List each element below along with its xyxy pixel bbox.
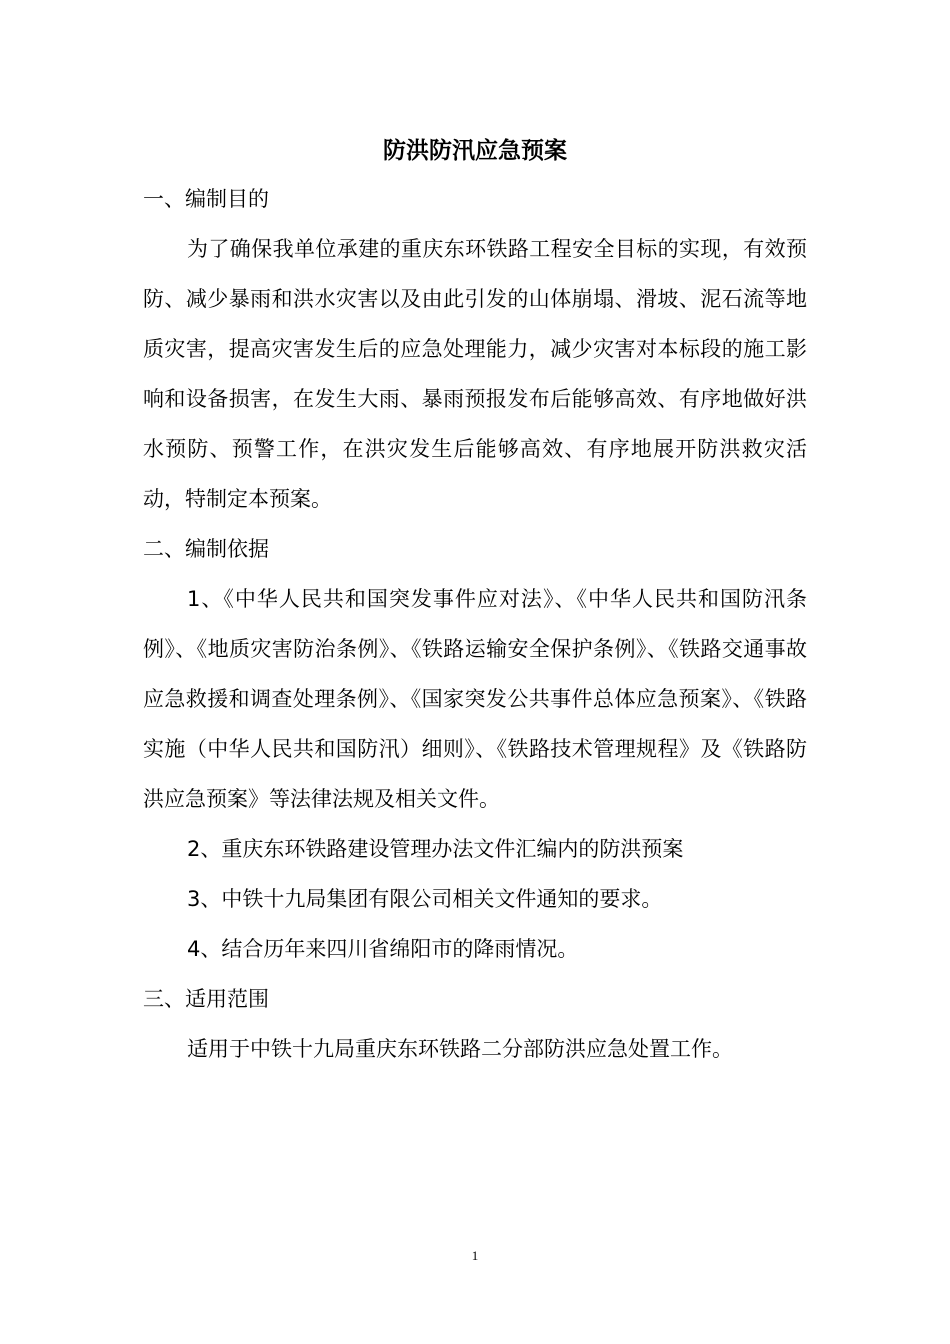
page-number: 1	[471, 1248, 479, 1263]
section-scope	[143, 974, 807, 1074]
document-title: 防洪防汛应急预案	[383, 138, 567, 164]
document-body	[143, 128, 807, 1074]
section-heading: 二、编制依据	[143, 537, 269, 561]
section-paragraph: 3、中铁十九局集团有限公司相关文件通知的要求。	[187, 887, 663, 911]
section-heading: 一、编制目的	[143, 187, 269, 211]
section-paragraph: 2、重庆东环铁路建设管理办法文件汇编内的防洪预案	[187, 837, 684, 861]
section-paragraph: 为了确保我单位承建的重庆东环铁路工程安全目标的实现，有效预防、减少暴雨和洪水灾害以及由此引发的山体崩塌、滑坡、泥石流等地质灾害，提高灾害发生后的应急处理能力，减少灾害对本标段的施工影响和设备损害，在发生大雨、暴雨预报发布后能够高效、有序地做好洪水预防、预警工作，在洪灾发生后能够高效、有序地展开防洪救灾活动，特制定本预案。	[143, 237, 807, 511]
section-paragraph: 1、《中华人民共和国突发事件应对法》、《中华人民共和国防汛条例》、《地质灾害防治条例》、《铁路运输安全保护条例》、《铁路交通事故应急救援和调查处理条例》、《国家突发公共事件总体应急预案》、《铁路实施（中华人民共和国防汛）细则》、《铁路技术管理规程》及《铁路防洪应急预案》等法律法规及相关文件。	[143, 587, 807, 811]
section-heading: 三、适用范围	[143, 987, 269, 1011]
section-purpose	[143, 174, 807, 524]
section-paragraph: 适用于中铁十九局重庆东环铁路二分部防洪应急处置工作。	[187, 1037, 733, 1061]
section-basis	[143, 524, 807, 974]
section-paragraph: 4、结合历年来四川省绵阳市的降雨情况。	[187, 937, 579, 961]
